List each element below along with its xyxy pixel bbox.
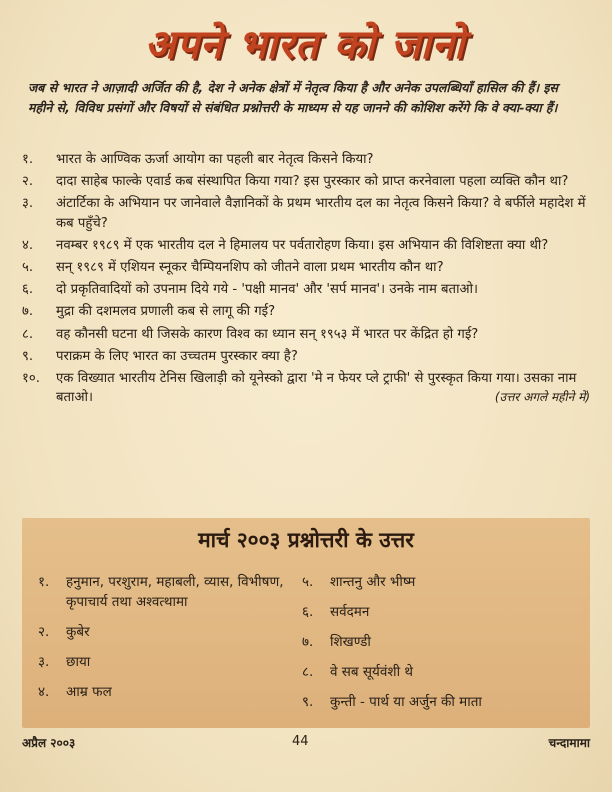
answers-box xyxy=(22,518,590,728)
question-text: अंटार्टिका के अभियान पर जानेवाले वैज्ञानिकों के प्रथम भारतीय दल का नेतृत्व किसने किया? वे बर्फीले महादेश में कब पहुँचे? xyxy=(56,196,586,231)
question-item xyxy=(22,258,590,277)
answers-right-column xyxy=(302,572,582,722)
answers-left-column xyxy=(38,572,298,712)
question-item xyxy=(22,325,590,344)
question-number: ३. xyxy=(22,196,34,212)
answer-text: वे सब सूर्यवंशी थे xyxy=(330,664,413,680)
question-number: ६. xyxy=(22,282,34,298)
footer-magazine-name: चन्दामामा xyxy=(548,736,590,750)
answer-text: शान्तनु और भीष्म xyxy=(330,574,416,590)
answer-text: आम्र फल xyxy=(66,684,112,700)
question-item xyxy=(22,369,590,407)
question-number: ८. xyxy=(22,326,34,342)
answer-item xyxy=(302,572,582,592)
page-number: 44 xyxy=(292,734,309,749)
question-number: २. xyxy=(22,174,34,190)
answer-number: ८. xyxy=(302,664,314,680)
question-number: १. xyxy=(22,152,34,167)
question-number: ९. xyxy=(22,348,34,364)
intro-paragraph: जब से भारत ने आज़ादी अर्जित की है, देश ने अनेक क्षेत्रों में नेतृत्व किया है और अनेक उपलब्धियाँ हासिल की हैं। इस महीने से, विविध प्रसंगों और विषयों से संबंधित प्रश्नोत्तरी के माध्यम से यह जानने की कोशिश करेंगे कि वे क्या-क्या हैं। xyxy=(28,80,558,115)
question-number: १०. xyxy=(22,371,40,387)
question-text: सन् १९८९ में एशियन स्नूकर चैम्पियनशिप को जीतने वाला प्रथम भारतीय कौन था? xyxy=(56,260,444,276)
question-text: मुद्रा की दशमलव प्रणाली कब से लागू की गई? xyxy=(56,304,276,320)
question-item xyxy=(22,194,590,232)
answer-number: ३. xyxy=(38,654,50,670)
answer-text: सर्वदमन xyxy=(330,604,370,620)
answer-number: ४. xyxy=(38,684,50,700)
answer-item xyxy=(302,692,582,712)
answer-item xyxy=(302,662,582,682)
question-text: दादा साहेब फाल्के एवार्ड कब संस्थापित किया गया? इस पुरस्कार को प्राप्त करनेवाला पहला व्यक्ति कौन था? xyxy=(56,174,569,190)
question-item xyxy=(22,236,590,255)
question-text: पराक्रम के लिए भारत का उच्चतम पुरस्कार क्या है? xyxy=(56,348,298,364)
answer-number: ६. xyxy=(302,604,314,620)
answer-text: शिखण्डी xyxy=(330,634,371,650)
answer-item xyxy=(38,682,298,702)
question-item xyxy=(22,347,590,366)
answer-item xyxy=(38,622,298,642)
answer-number: २. xyxy=(38,624,50,640)
question-text: नवम्बर १९८९ में एक भारतीय दल ने हिमालय पर पर्वतारोहण किया। इस अभियान की विशिष्टता क्या थी? xyxy=(56,237,549,253)
question-number: ५. xyxy=(22,260,34,276)
question-text: भारत के आण्विक ऊर्जा आयोग का पहली बार नेतृत्व किसने किया? xyxy=(56,152,374,167)
question-item xyxy=(22,150,590,169)
page-title: अपने भारत को जानो xyxy=(144,21,466,68)
answer-number: ७. xyxy=(302,634,314,650)
next-month-note: (उत्तर अगले महीने में) xyxy=(494,390,590,405)
answer-number: ५. xyxy=(302,574,314,590)
question-item xyxy=(22,172,590,191)
page-footer xyxy=(22,734,590,754)
answer-text: हनुमान, परशुराम, महाबली, व्यास, विभीषण, कृपाचार्य तथा अश्वत्थामा xyxy=(66,574,284,610)
answer-item xyxy=(38,652,298,672)
answer-item xyxy=(302,632,582,652)
question-list xyxy=(22,150,590,410)
question-text: वह कौनसी घटना थी जिसके कारण विश्व का ध्यान सन् १९५३ में भारत पर केंद्रित हो गई? xyxy=(56,326,479,342)
question-number: ४. xyxy=(22,237,34,253)
answer-number: ९. xyxy=(302,694,314,710)
question-text: दो प्रकृतिवादियों को उपनाम दिये गये - 'पक्षी मानव' और 'सर्प मानव'। उनके नाम बताओ। xyxy=(56,282,478,298)
answer-text: कुबेर xyxy=(66,624,90,640)
answer-text: छाया xyxy=(66,654,91,670)
question-number: ७. xyxy=(22,304,34,320)
answer-number: १. xyxy=(38,574,50,590)
answers-title: मार्च २००३ प्रश्नोत्तरी के उत्तर xyxy=(198,528,414,552)
question-text: एक विख्यात भारतीय टेनिस खिलाड़ी को यूनेस्को द्वारा 'मे न फेयर प्ले ट्राफी' से पुरस्कृत किया गया। उसका नाम बताओ। xyxy=(56,371,577,406)
answer-item xyxy=(38,572,298,612)
footer-issue-date: अप्रैल २००३ xyxy=(22,736,76,750)
question-item xyxy=(22,302,590,321)
answer-item xyxy=(302,602,582,622)
answer-text: कुन्ती - पार्थ या अर्जुन की माता xyxy=(330,694,482,710)
question-item xyxy=(22,280,590,299)
